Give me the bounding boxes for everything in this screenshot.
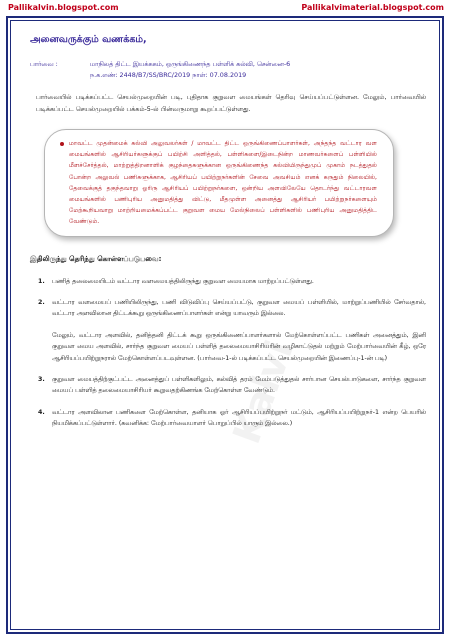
intro-paragraph: பார்வையில் படிக்கப்பட்ட செயல்முறையின் படி, புதிதாக குறுவள மையங்கள் தெரிவு செய்யப்பட்டுள்ளன. மேலும், பார்வையில் படிக்கப்பட்ட செயல்முறையில் பக்கம்-5-ல் பின்வருமாறு கூறப்பட்டுள்ளது.	[36, 93, 426, 113]
reference-line-2: ந.க.எண்: 2448/B7/SS/BRC/2019 நாள்: 07.08.2019	[90, 71, 247, 79]
reference-label: பார்வை :	[30, 60, 58, 68]
site-url-left[interactable]: Pallikalvin.blogspot.com	[8, 3, 119, 12]
item-text: பணித் தலைமையிடம் வட்டார வளமையத்திலிருந்து குறுவள மையமாக மாற்றப்பட்டுள்ளது.	[52, 277, 314, 285]
quoted-instruction-text: மாவட்ட முதன்மைக் கல்வி அலுவலர்கள் / மாவட்ட திட்ட ஒருங்கிணைப்பாளர்கள், அந்தந்த வட்டார வள மையங்களில் ஆசிரியர்களுக்குப் பயிற்சி அளித்தல், பள்ளிகளை/இடைநின்ற மாணவர்களைப் பள்ளியில் மீளச்சேர்த்தல், மாற்றுத்திறனாளிக் குழந்தைகளுக்கான ஒருங்கிணைந்த கல்வியிருந்துமுப் முகாம் நடத்துதல் போன்ற அலுவல் பணிகளுக்காக, ஆசிரியப் பயிற்றுநர்களின் சேவை அவசியம் எனக் கருதும் நிலையில், தேவைக்குத் தகுந்தவாறு ஓரிரு ஆசிரியப் பயிற்றுநர்களை, ஒன்றிய அளவிலேயே தொடர்ந்து வட்டாரவள மையங்களில் பணிபுரிய அனுமதித்து விட்டு, மீதமுள்ள அனைத்து ஆசிரியர் பயிற்றுநர்களையும் மேற்கூறியவாறு மாற்றியமைக்கப்பட்ட குறுவள மைய மேல்நிலைப் பள்ளிகளில் பணிபுரிய அனுமதித்திட வேண்டும்.	[69, 138, 377, 228]
item-text: வட்டார வளமையப் பணியிலிருந்து, பணி விடுவிப்பு செய்யப்பட்டு, குறுவள மையப் பள்ளியில், மாற்றுப்பணியில் சேர்வதால், வட்டார அளவிலான திட்டக்கூறு ஒருங்கிணைப்பாளர்கள் என்று யாவரும் இல்லை.	[52, 299, 426, 318]
list-item	[38, 407, 426, 430]
site-url-right[interactable]: Pallikalvimaterial.blogspot.com	[301, 3, 444, 12]
item-number: 1.	[38, 277, 45, 285]
item-text: குறுவள மையத்திற்குட்பட்ட அனைத்துப் பள்ளிகளிலும், கல்வித் தரம் மேம்படுத்துதல் சார்பான செயல்பாடுகளை, சார்ந்த குறுவள மையப் பள்ளித் தலைமையாசிரியர் கூறுவதற்கிணங்க மேற்கொள்ள வேண்டும்.	[52, 376, 426, 395]
greeting: அனைவருக்கும் வணக்கம்,	[30, 34, 147, 45]
item-number: 3.	[38, 376, 45, 384]
document-content	[30, 34, 426, 440]
quoted-instruction-box	[44, 129, 394, 237]
list-item-continuation	[52, 330, 426, 364]
watermark: Kalvi	[224, 334, 302, 450]
reference-row	[30, 59, 426, 70]
item-number: 2.	[38, 299, 45, 307]
section-heading: இதிலிருந்து தெரிந்து கொள்ளப்படுபவை:	[30, 254, 162, 263]
reference-line-1: மாநிலத் திட்ட இயக்ககம், ஒருங்கிணைந்த பள்ளிக் கல்வி, சென்னை-6	[90, 60, 291, 68]
list-item	[38, 297, 426, 320]
item-text: வட்டார அளவிலான பணிகளை மேற்கொள்ள, தனியாக ஓர் ஆசிரியப்பயிற்றுநர் மட்டும், ஆசிரியப்பயிற்றுநர்-1 என்ற பெயரில் நியமிக்கப்பட்டுள்ளார். (கவனிக்க: மேற்பார்வையாளர் பொறுப்பில் யாரும் இல்லை.)	[52, 408, 426, 428]
list-item	[38, 276, 426, 287]
list-item	[38, 374, 426, 397]
points-list	[38, 276, 426, 430]
item-number: 4.	[38, 408, 45, 416]
item-text: மேலும், வட்டார அளவில், தனித்தனி திட்டக் கூறு ஒருங்கிணைப்பாளர்களால் மேற்கொள்ளப்பட்ட பணிகள் அனைத்தும், இனி குறுவள மைய அளவில், சார்ந்த குறுவள மையப் பள்ளித் தலைமையாசிரியரின் வழிகாட்டுதல் மற்றும் மேற்பார்வையின் கீழ், ஒரே ஆசிரியப்பயிற்றுநரால் மேற்கொள்ளப்படவுள்ளன. (பார்வை-1-ல் படிக்கப்பட்ட செயல்முறையின் இணைப்பு-1-ன் படி)	[52, 331, 426, 362]
